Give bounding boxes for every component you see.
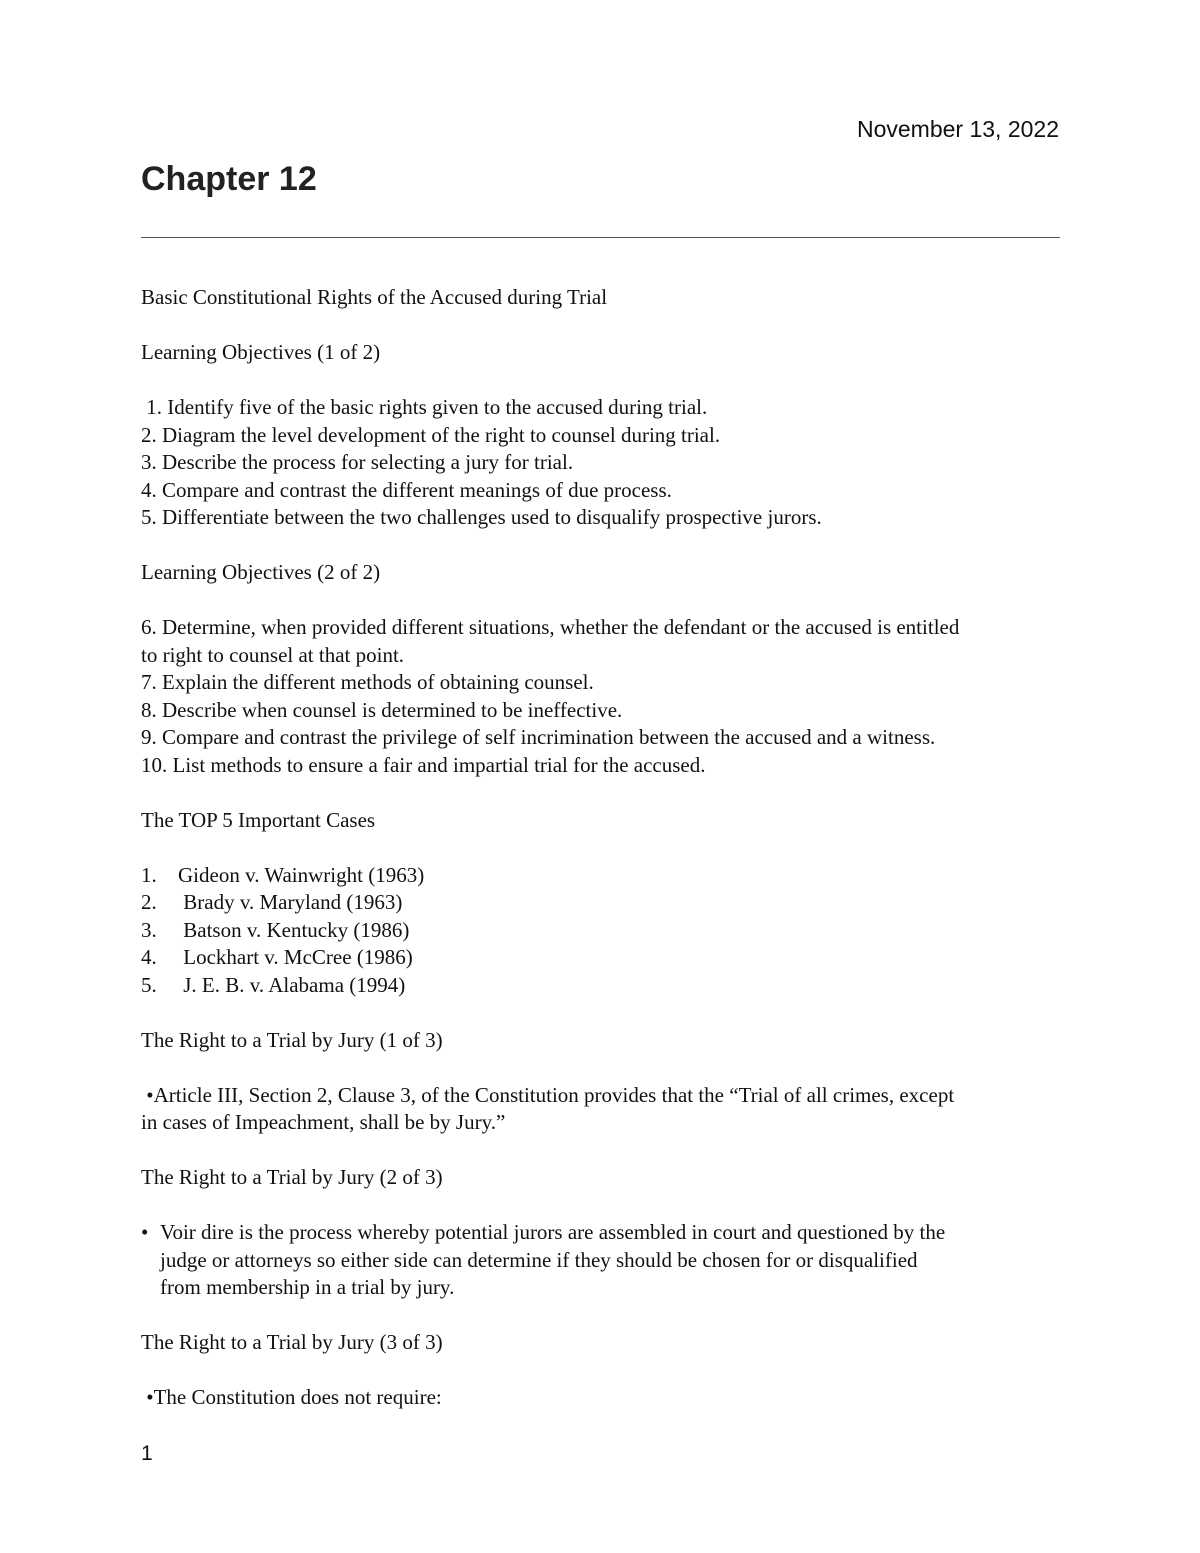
learning-objectives-1-heading: Learning Objectives (1 of 2) [141, 340, 381, 364]
objective-item: 3. Describe the process for selecting a jury for trial. [141, 450, 574, 474]
chapter-title: Chapter 12 [141, 160, 317, 198]
header-divider [141, 237, 1060, 238]
jury-2-line: from membership in a trial by jury. [160, 1275, 455, 1299]
case-item [141, 862, 1071, 890]
objective-item: 6. Determine, when provided different situations, whether the defendant or the accused is entitled [141, 615, 960, 639]
jury-3-text: The Constitution does not require: [153, 1385, 442, 1409]
objective-item: 9. Compare and contrast the privilege of self incrimination between the accused and a witness. [141, 725, 936, 749]
jury-3-heading: The Right to a Trial by Jury (3 of 3) [141, 1330, 443, 1354]
case-number: 4. [141, 945, 157, 969]
learning-objectives-1-list [141, 394, 1071, 532]
case-name: Brady v. Maryland (1963) [178, 890, 403, 914]
jury-2-line: Voir dire is the process whereby potential jurors are assembled in court and questioned by the [160, 1220, 946, 1244]
bullet-icon: • [146, 1385, 154, 1409]
document-date: November 13, 2022 [856, 116, 1059, 142]
case-item [141, 917, 1071, 945]
case-name: J. E. B. v. Alabama (1994) [178, 972, 406, 997]
objective-item: 8. Describe when counsel is determined to be ineffective. [141, 697, 623, 722]
jury-1-text-line-1: Article III, Section 2, Clause 3, of the Constitution provides that the “Trial of all crimes, except [153, 1082, 955, 1107]
objective-item: 1. Identify five of the basic rights given to the accused during trial. [141, 395, 708, 419]
jury-2-line: judge or attorneys so either side can determine if they should be chosen for or disqualified [160, 1247, 918, 1272]
cases-heading: The TOP 5 Important Cases [141, 807, 376, 832]
page-number: 1 [141, 1442, 153, 1465]
jury-1-heading: The Right to a Trial by Jury (1 of 3) [141, 1027, 443, 1052]
case-number: 1. [141, 862, 157, 887]
objective-item: 7. Explain the different methods of obtaining counsel. [141, 670, 594, 694]
bullet-icon: • [146, 1082, 154, 1107]
case-name: Lockhart v. McCree (1986) [178, 945, 413, 969]
document-body [141, 284, 1071, 1439]
objective-item: 2. Diagram the level development of the right to counsel during trial. [141, 422, 721, 447]
jury-1-paragraph [141, 1082, 1071, 1137]
case-number: 2. [141, 890, 157, 914]
bullet-icon: • [141, 1220, 149, 1244]
jury-2-heading: The Right to a Trial by Jury (2 of 3) [141, 1165, 443, 1189]
case-number: 3. [141, 917, 157, 942]
jury-3-paragraph [141, 1384, 1071, 1412]
objective-item: 10. List methods to ensure a fair and impartial trial for the accused. [141, 752, 706, 777]
jury-1-text-line-2: in cases of Impeachment, shall be by Jury.” [141, 1110, 506, 1134]
case-number: 5. [141, 972, 157, 997]
objective-item: 5. Differentiate between the two challenges used to disqualify prospective jurors. [141, 505, 822, 529]
jury-3-line [141, 1384, 1071, 1412]
jury-1-line-1 [141, 1082, 1071, 1110]
case-item [141, 889, 1071, 917]
case-name: Batson v. Kentucky (1986) [178, 917, 410, 942]
objective-item-continued: to right to counsel at that point. [141, 642, 405, 667]
objective-item: 4. Compare and contrast the different meanings of due process. [141, 477, 672, 502]
jury-2-paragraph [141, 1219, 1071, 1302]
case-item [141, 944, 1071, 972]
case-item [141, 972, 1071, 1000]
case-name: Gideon v. Wainwright (1963) [178, 862, 425, 887]
learning-objectives-2-list [141, 614, 1071, 779]
cases-list [141, 862, 1071, 1000]
learning-objectives-2-heading: Learning Objectives (2 of 2) [141, 560, 381, 584]
intro-title: Basic Constitutional Rights of the Accused during Trial [141, 285, 608, 309]
